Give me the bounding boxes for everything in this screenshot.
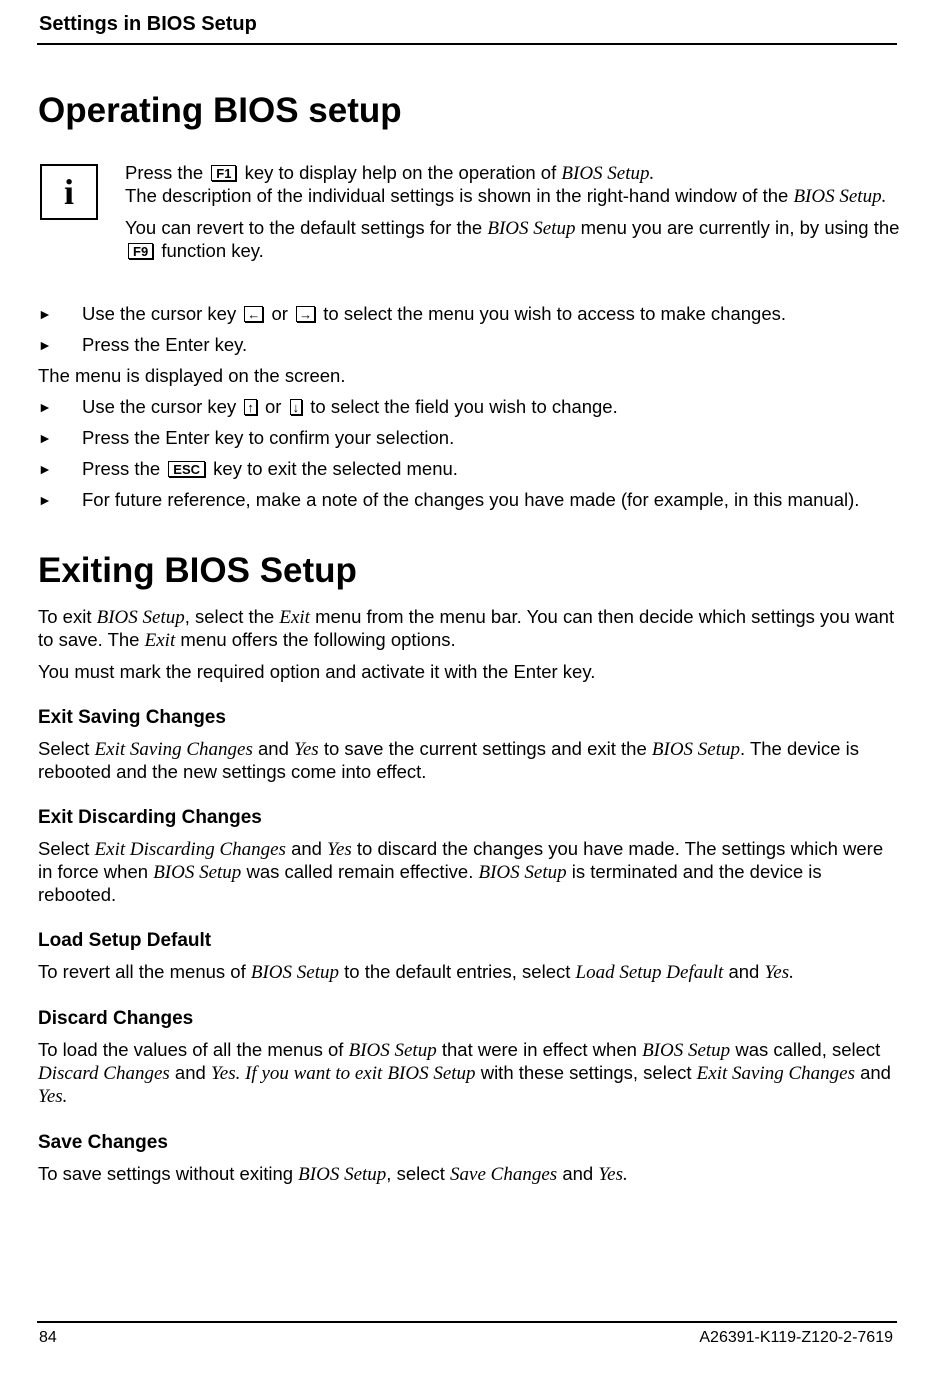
footer-rule (37, 1321, 897, 1323)
cursor-up-key-icon: ↑ (244, 399, 257, 415)
section-title-exiting: Exiting BIOS Setup (38, 551, 357, 590)
bullet-arrow-icon: ► (38, 461, 52, 477)
f9-key: F9 (128, 243, 153, 259)
cursor-right-key-icon: → (296, 306, 315, 322)
step-item: ► For future reference, make a note of the changes you have made (for example, in this manual). (38, 489, 860, 510)
bullet-arrow-icon: ► (38, 306, 52, 322)
document-id: A26391-K119-Z120-2-7619 (699, 1329, 893, 1346)
step-list (38, 303, 918, 520)
save-changes-text: To save settings without exiting BIOS Setup, select Save Changes and Yes. (38, 1163, 628, 1185)
bullet-arrow-icon: ► (38, 399, 52, 415)
section-title-operating: Operating BIOS setup (38, 91, 402, 130)
bullet-arrow-icon: ► (38, 492, 52, 508)
load-default-text: To revert all the menus of BIOS Setup to the default entries, select Load Setup Default and Yes. (38, 961, 794, 983)
heading-load-setup-default: Load Setup Default (38, 930, 212, 951)
exit-intro: To exit BIOS Setup, select the Exit menu from the menu bar. You can then decide which settings you want to save. The Exit menu offers the following options. (38, 606, 895, 651)
info-paragraph-1: Press the F1 key to display help on the operation of BIOS Setup. The description of the individual settings is shown in the right-hand window of the BIOS Setup. (125, 162, 887, 207)
heading-discard-changes: Discard Changes (38, 1008, 194, 1029)
bullet-arrow-icon: ► (38, 430, 52, 446)
header-rule (37, 43, 897, 45)
heading-save-changes: Save Changes (38, 1132, 168, 1153)
step-item: ► Use the cursor key ← or → to select the menu you wish to access to make changes. (38, 303, 786, 324)
discard-changes-text: To load the values of all the menus of BIOS Setup that were in effect when BIOS Setup was called, select Discard Changes and Yes. If you want to exit BIOS Setup with these settings, select Exit Saving Changes and Yes. (38, 1039, 891, 1107)
cursor-left-key-icon: ← (244, 306, 263, 322)
exit-discarding-text: Select Exit Discarding Changes and Yes to discard the changes you have made. The settings which were in force when BIOS Setup was called remain effective. BIOS Setup is terminated and the device is rebooted. (38, 838, 884, 905)
exit-section-body (38, 606, 898, 1195)
step-item: ► Use the cursor key ↑ or ↓ to select the field you wish to change. (38, 396, 618, 417)
cursor-down-key-icon: ↓ (290, 399, 303, 415)
esc-key: ESC (168, 461, 205, 477)
step-item: ► Press the Enter key. (38, 334, 248, 355)
heading-exit-discarding-changes: Exit Discarding Changes (38, 807, 262, 828)
info-icon: i (40, 164, 98, 220)
info-paragraph-2: You can revert to the default settings for the BIOS Setup menu you are currently in, by using the F9 function key. (125, 217, 900, 261)
info-note (125, 162, 900, 271)
exit-saving-text: Select Exit Saving Changes and Yes to save the current settings and exit the BIOS Setup. The device is rebooted and the new settings come into effect. (38, 738, 859, 782)
step-result: The menu is displayed on the screen. (38, 365, 346, 386)
exit-intro-2: You must mark the required option and activate it with the Enter key. (38, 661, 596, 682)
step-item: ► Press the ESC key to exit the selected menu. (38, 458, 458, 479)
running-header: Settings in BIOS Setup (39, 13, 257, 35)
heading-exit-saving-changes: Exit Saving Changes (38, 707, 226, 728)
f1-key: F1 (211, 165, 236, 181)
step-item: ► Press the Enter key to confirm your selection. (38, 427, 455, 448)
bullet-arrow-icon: ► (38, 337, 52, 353)
page-number: 84 (39, 1329, 57, 1346)
